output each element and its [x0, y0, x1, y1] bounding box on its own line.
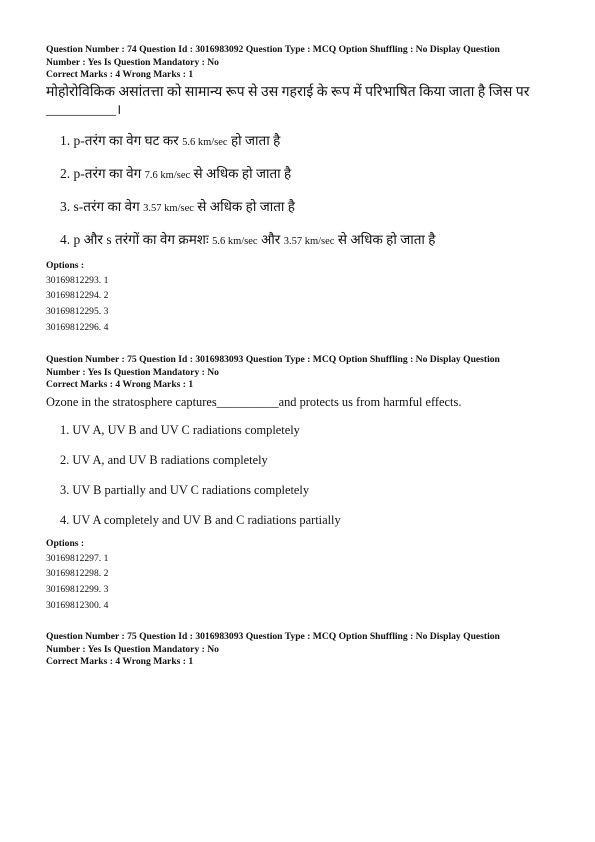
option-text: p और s तरंगों का वेग क्रमशः: [73, 231, 209, 247]
option-number: 1.: [60, 132, 71, 148]
question-meta-line1: Question Number : 75 Question Id : 3016983093 Question Type : MCQ Option Shuffling : No Display Question: [46, 631, 500, 642]
question-meta-line1: Question Number : 74 Question Id : 3016983092 Question Type : MCQ Option Shuffling : No Display Question: [46, 44, 500, 55]
option-item: 3. UV B partially and UV C radiations completely: [60, 482, 310, 497]
question-meta-line1: Question Number : 75 Question Id : 3016983093 Question Type : MCQ Option Shuffling : No Display Question: [46, 354, 500, 365]
question-meta-line2: Number : Yes Is Question Mandatory : No: [46, 366, 219, 378]
option-item: 2. UV A, and UV B radiations completely: [60, 452, 268, 467]
option-list: [46, 415, 558, 535]
question-marks: Correct Marks : 4 Wrong Marks : 1: [46, 379, 194, 391]
question-blank: __________।: [46, 102, 122, 118]
option-number: 4.: [60, 231, 71, 247]
option-value: 3.57 km/sec: [283, 235, 335, 247]
option-value: 5.6 km/sec: [182, 136, 228, 148]
option-id: 30169812294. 2: [46, 290, 109, 302]
option-text: p-तरंग का वेग: [73, 165, 142, 181]
question-block-74: [46, 44, 558, 335]
option-item: [60, 224, 558, 257]
option-id: 30169812297. 1: [46, 552, 109, 564]
option-value: 5.6 km/sec: [212, 235, 258, 247]
option-text: p-तरंग का वेग घट कर: [73, 132, 179, 148]
option-text: और: [260, 231, 281, 247]
question-marks: Correct Marks : 4 Wrong Marks : 1: [46, 656, 194, 668]
option-id: 30169812300. 4: [46, 599, 109, 611]
option-text: से अधिक हो जाता है: [193, 165, 292, 181]
options-heading: Options :: [46, 537, 85, 549]
options-heading: Options :: [46, 259, 85, 271]
option-id: 30169812298. 2: [46, 568, 109, 580]
option-number: 2.: [60, 165, 71, 181]
question-block-75-repeat: [46, 631, 558, 669]
option-item: [60, 158, 558, 191]
option-id: 30169812293. 1: [46, 274, 109, 286]
option-text: हो जाता है: [230, 132, 281, 148]
option-text: s-तरंग का वेग: [73, 198, 140, 214]
question-block-75: [46, 354, 558, 613]
question-marks: Correct Marks : 4 Wrong Marks : 1: [46, 69, 194, 81]
option-id: 30169812296. 4: [46, 321, 109, 333]
option-list: [46, 125, 558, 257]
option-item: 1. UV A, UV B and UV C radiations completely: [60, 422, 300, 437]
option-item: [60, 191, 558, 224]
option-item: 4. UV A completely and UV B and C radiations partially: [60, 512, 341, 527]
option-text: से अधिक हो जाता है: [337, 231, 436, 247]
question-meta-line2: Number : Yes Is Question Mandatory : No: [46, 56, 219, 68]
option-item: [60, 125, 558, 158]
option-id: 30169812299. 3: [46, 583, 109, 595]
option-value: 3.57 km/sec: [143, 202, 194, 214]
question-text: Ozone in the stratosphere captures__________and protects us from harmful effects.: [46, 394, 462, 409]
question-meta-line2: Number : Yes Is Question Mandatory : No: [46, 643, 219, 655]
option-value: 7.6 km/sec: [144, 169, 191, 181]
option-id: 30169812295. 3: [46, 305, 109, 317]
option-number: 3.: [60, 198, 71, 214]
option-text: से अधिक हो जाता है: [197, 198, 295, 214]
question-text: मोहोरोविकिक असांतत्ता को सामान्य रूप से उस गहराई के रूप में परिभाषित किया जाता है जिस पर: [46, 84, 530, 100]
